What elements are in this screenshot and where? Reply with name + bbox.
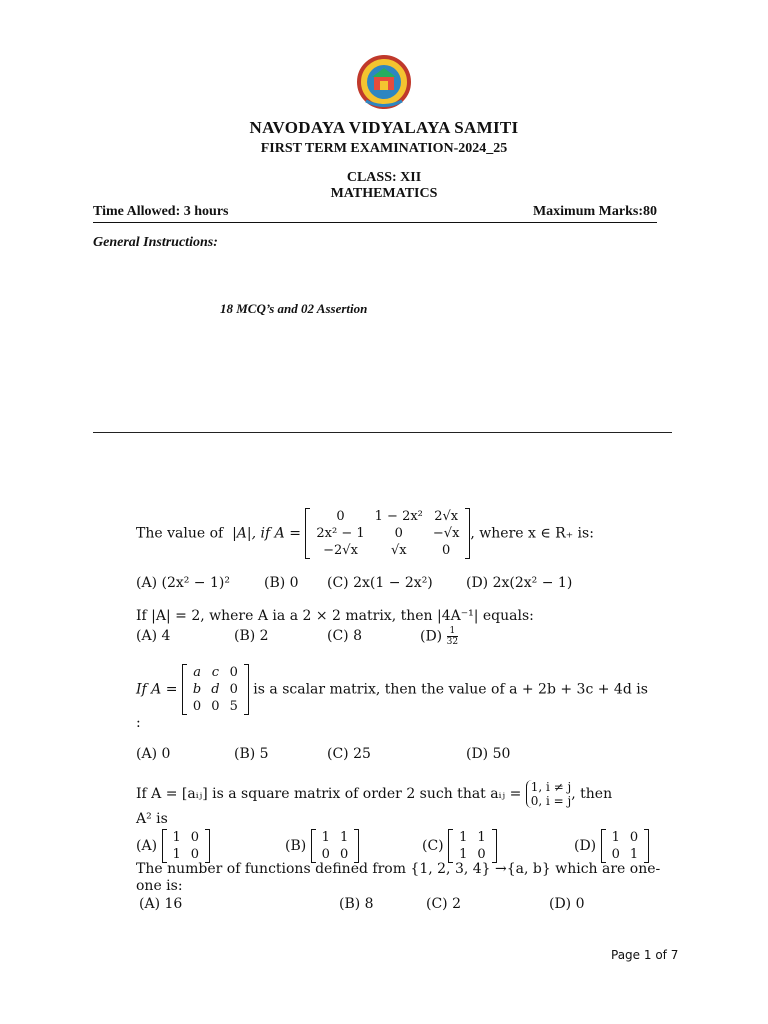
- matrix-cell: 0: [394, 526, 403, 541]
- q3-matrix: [182, 664, 249, 715]
- matrix-cell: 1: [459, 847, 468, 862]
- q4-option-a: [136, 829, 210, 863]
- q4-suffix: , then: [571, 786, 613, 802]
- q4-case-1: 1, i ≠ j: [530, 780, 572, 794]
- q4-option-d-matrix: [601, 829, 650, 863]
- question-1-stem: [136, 508, 594, 559]
- matrix-cell: 5: [229, 699, 238, 714]
- matrix-cell: 2x² − 1: [316, 526, 365, 541]
- matrix-cell: 0: [336, 509, 345, 524]
- q4-option-c: [422, 829, 497, 863]
- matrix-cell: 0: [339, 847, 349, 862]
- q4-option-b-label: (B): [285, 838, 307, 854]
- q2-option-c: (C) 8: [327, 628, 362, 644]
- q3-colon: :: [136, 715, 141, 731]
- q2-fraction: [447, 626, 458, 647]
- matrix-cell: 0: [211, 699, 220, 714]
- q5-option-b: (B) 8: [339, 896, 374, 912]
- matrix-cell: √x: [390, 543, 407, 558]
- matrix-cell: 2√x: [434, 509, 459, 524]
- q4-option-d-label: (D): [574, 838, 597, 854]
- matrix-cell: 1 − 2x²: [374, 509, 423, 524]
- matrix-cell: 1: [172, 830, 181, 845]
- fraction-denominator: 32: [446, 637, 459, 647]
- matrix-cell: 0: [611, 847, 620, 862]
- q1-matrix: [305, 508, 470, 559]
- matrix-cell: 0: [192, 699, 202, 714]
- matrix-cell: 1: [611, 830, 620, 845]
- matrix-cell: 1: [321, 830, 330, 845]
- q1-option-b: (B) 0: [264, 575, 299, 591]
- matrix-cell: 0: [229, 665, 238, 680]
- q5-option-d: (D) 0: [549, 896, 585, 912]
- matrix-cell: 1: [459, 830, 468, 845]
- q4-option-a-matrix: [162, 829, 211, 863]
- q4-prefix: If A = [aᵢⱼ] is a square matrix of order 2 such that aᵢⱼ =: [136, 786, 522, 802]
- q5-option-a: (A) 16: [139, 896, 183, 912]
- q4-option-b: [285, 829, 359, 863]
- subject-label: MATHEMATICS: [330, 186, 438, 201]
- q4-line-2: A² is: [136, 811, 168, 827]
- q1-prefix: The value of: [136, 525, 224, 542]
- page-number: Page 1 of 7: [611, 948, 679, 962]
- q4-piecewise: [526, 780, 572, 808]
- q5-option-c: (C) 2: [426, 896, 461, 912]
- question-4-stem: [136, 780, 612, 808]
- matrix-cell: 0: [477, 847, 486, 862]
- mcq-note: 18 MCQ’s and 02 Assertion: [220, 301, 368, 316]
- q1-option-c: (C) 2x(1 − 2x²): [327, 575, 433, 591]
- matrix-cell: d: [211, 682, 220, 697]
- question-5-line-1: The number of functions defined from {1, 2, 3, 4} →{a, b} which are one-: [136, 861, 661, 877]
- matrix-cell: c: [211, 665, 220, 680]
- matrix-cell: 0: [321, 847, 330, 862]
- matrix-cell: b: [192, 682, 202, 697]
- q4-option-c-matrix: [448, 829, 497, 863]
- matrix-cell: 1: [477, 830, 486, 845]
- q2-option-b: (B) 2: [234, 628, 269, 644]
- exam-title: FIRST TERM EXAMINATION-2024_25: [260, 141, 508, 156]
- matrix-cell: 0: [229, 682, 238, 697]
- fraction-numerator: 1: [447, 626, 458, 637]
- class-label: CLASS: XII: [346, 170, 422, 185]
- q3-option-c: (C) 25: [327, 746, 371, 762]
- q4-option-b-matrix: [311, 829, 360, 863]
- matrix-cell: a: [193, 665, 201, 680]
- time-allowed: Time Allowed: 3 hours: [93, 204, 229, 219]
- organization-name: NAVODAYA VIDYALAYA SAMITI: [249, 118, 519, 137]
- matrix-cell: 0: [629, 830, 639, 845]
- q4-option-a-label: (A): [136, 838, 158, 854]
- q3-option-a: (A) 0: [136, 746, 171, 762]
- q2-option-a: (A) 4: [136, 628, 171, 644]
- q3-prefix: If A =: [136, 681, 178, 698]
- q4-option-d: [574, 829, 649, 863]
- q4-option-c-label: (C): [422, 838, 444, 854]
- section-divider: [93, 432, 672, 433]
- matrix-cell: −2√x: [323, 543, 358, 558]
- matrix-cell: −√x: [432, 526, 460, 541]
- navodaya-emblem-logo: [356, 52, 412, 110]
- time-marks-row: [93, 204, 657, 223]
- q1-det-a: |A|, if A =: [227, 525, 306, 542]
- matrix-cell: 1: [629, 847, 639, 862]
- matrix-cell: 0: [442, 543, 451, 558]
- matrix-cell: 0: [190, 830, 200, 845]
- q2-option-d-label: (D): [420, 628, 443, 645]
- q1-suffix: , where x ∈ R₊ is:: [470, 525, 594, 542]
- question-3-stem: [136, 664, 648, 715]
- matrix-cell: 0: [190, 847, 200, 862]
- q4-case-2: 0, i = j: [530, 794, 572, 808]
- general-instructions-heading: General Instructions:: [93, 235, 218, 250]
- q1-option-d: (D) 2x(2x² − 1): [466, 575, 573, 591]
- question-5-line-2: one is:: [136, 878, 183, 894]
- maximum-marks: Maximum Marks:80: [532, 204, 657, 219]
- question-2-stem: If |A| = 2, where A ia a 2 × 2 matrix, then |4A⁻¹| equals:: [136, 608, 534, 624]
- q2-option-d: [420, 626, 458, 647]
- q3-option-b: (B) 5: [234, 746, 269, 762]
- q3-suffix: is a scalar matrix, then the value of a + 2b + 3c + 4d is: [253, 681, 648, 698]
- q1-option-a: (A) (2x² − 1)²: [136, 575, 230, 591]
- matrix-cell: 1: [339, 830, 349, 845]
- q3-option-d: (D) 50: [466, 746, 511, 762]
- matrix-cell: 1: [172, 847, 181, 862]
